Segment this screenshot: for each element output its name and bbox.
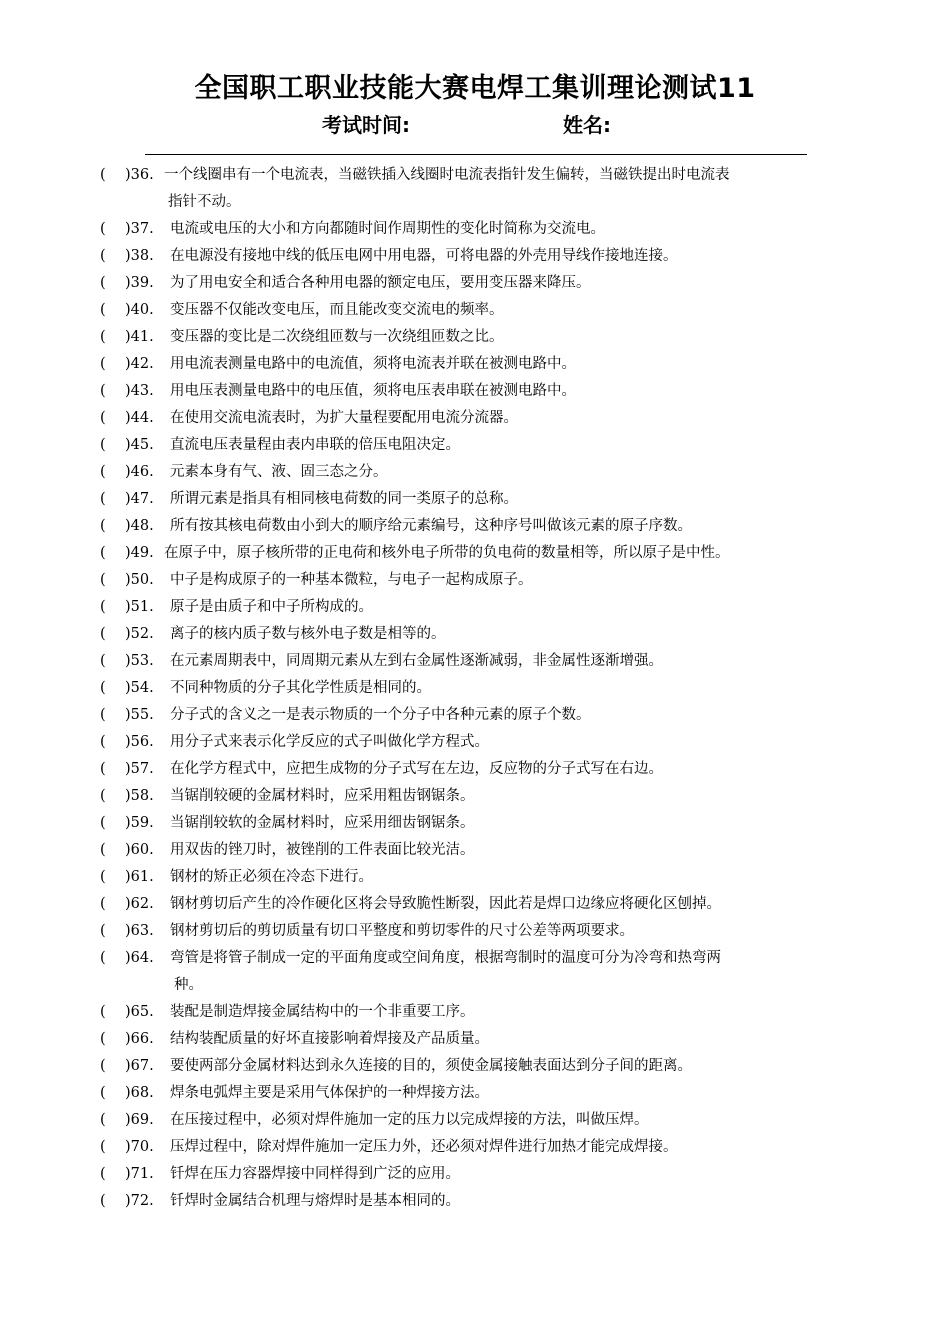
exam-time-label: 考试时间: (322, 113, 410, 137)
question-text (170, 945, 721, 999)
answer-bracket: ( (100, 329, 106, 345)
question-text (170, 567, 533, 594)
question-number: )62. (125, 896, 154, 912)
question-number: )68. (125, 1085, 154, 1101)
answer-bracket: ( (100, 707, 106, 723)
question-item (100, 918, 820, 945)
question-item (100, 297, 820, 324)
question-text-line: 在化学方程式中，应把生成物的分子式写在左边，反应物的分子式写在右边。 (170, 761, 663, 777)
question-text-line: 变压器不仅能改变电压，而且能改变交流电的频率。 (170, 302, 504, 318)
question-number: )51. (125, 599, 154, 615)
question-number: )63. (125, 923, 154, 939)
question-number: )67. (125, 1058, 154, 1074)
question-text-line: 用电压表测量电路中的电压值，须将电压表串联在被测电路中。 (170, 383, 576, 399)
question-item (100, 216, 820, 243)
question-item (100, 756, 820, 783)
question-number: )54. (125, 680, 154, 696)
question-item (100, 162, 820, 216)
header-divider (145, 154, 807, 155)
question-text-line: 离子的核内质子数与核外电子数是相等的。 (170, 626, 446, 642)
answer-bracket: ( (100, 383, 106, 399)
question-number: )52. (125, 626, 154, 642)
question-text-line: 用双齿的锉刀时，被锉削的工件表面比较光洁。 (170, 842, 475, 858)
question-text (170, 459, 388, 486)
question-number: )71. (125, 1166, 154, 1182)
question-text-line: 要使两部分金属材料达到永久连接的目的，须使金属接触表面达到分子间的距离。 (170, 1058, 692, 1074)
question-text (170, 837, 475, 864)
question-number: )69. (125, 1112, 154, 1128)
question-item (100, 243, 820, 270)
question-number: )45. (125, 437, 154, 453)
question-text-line: 所有按其核电荷数由小到大的顺序给元素编号，这种序号叫做该元素的原子序数。 (170, 518, 692, 534)
question-item (100, 432, 820, 459)
question-text-line: 分子式的含义之一是表示物质的一个分子中各种元素的原子个数。 (170, 707, 591, 723)
question-text-line: 在使用交流电流表时，为扩大量程要配用电流分流器。 (170, 410, 518, 426)
answer-bracket: ( (100, 1166, 106, 1182)
question-text-line: 电流或电压的大小和方向都随时间作周期性的变化时简称为交流电。 (170, 221, 605, 237)
answer-bracket: ( (100, 221, 106, 237)
question-text-line: 在元素周期表中，同周期元素从左到右金属性逐渐减弱，非金属性逐渐增强。 (170, 653, 663, 669)
question-number: )56. (125, 734, 154, 750)
question-number: )40. (125, 302, 154, 318)
question-text-line: 钢材剪切后产生的冷作硬化区将会导致脆性断裂，因此若是焊口边缘应将硬化区刨掉。 (170, 896, 721, 912)
question-item (100, 729, 820, 756)
answer-bracket: ( (100, 275, 106, 291)
question-text (170, 324, 504, 351)
answer-bracket: ( (100, 1112, 106, 1128)
question-item (100, 1134, 820, 1161)
question-text (170, 756, 663, 783)
answer-bracket: ( (100, 1085, 106, 1101)
answer-bracket: ( (100, 815, 106, 831)
question-item (100, 1080, 820, 1107)
answer-bracket: ( (100, 302, 106, 318)
question-number: )58. (125, 788, 154, 804)
answer-bracket: ( (100, 1058, 106, 1074)
question-number: )41. (125, 329, 154, 345)
answer-bracket: ( (100, 653, 106, 669)
answer-bracket: ( (100, 491, 106, 507)
question-number: )49. (125, 545, 154, 561)
question-text-line: 钎焊时金属结合机理与熔焊时是基本相同的。 (170, 1193, 460, 1209)
question-text-line: 不同种物质的分子其化学性质是相同的。 (170, 680, 431, 696)
question-text-line: 一个线圈串有一个电流表，当磁铁插入线圈时电流表指针发生偏转，当磁铁提出时电流表 (164, 167, 730, 183)
question-number: )53. (125, 653, 154, 669)
question-text (164, 540, 730, 567)
question-number: )72. (125, 1193, 154, 1209)
question-item (100, 783, 820, 810)
question-text (170, 1026, 489, 1053)
question-text (170, 999, 475, 1026)
question-number: )44. (125, 410, 154, 426)
question-text-line: 在原子中，原子核所带的正电荷和核外电子所带的负电荷的数量相等，所以原子是中性。 (164, 545, 730, 561)
question-text (170, 243, 678, 270)
question-item (100, 999, 820, 1026)
question-number: )50. (125, 572, 154, 588)
question-text (170, 297, 504, 324)
question-text-line: 结构装配质量的好坏直接影响着焊接及产品质量。 (170, 1031, 489, 1047)
question-text (170, 486, 518, 513)
question-text-line: 直流电压表量程由表内串联的倍压电阻决定。 (170, 437, 460, 453)
question-number: )38. (125, 248, 154, 264)
question-number: )39. (125, 275, 154, 291)
question-text-line: 为了用电安全和适合各种用电器的额定电压，要用变压器来降压。 (170, 275, 591, 291)
question-text (164, 162, 730, 216)
answer-bracket: ( (100, 842, 106, 858)
question-text-continuation: 种。 (174, 977, 203, 993)
question-text-line: 原子是由质子和中子所构成的。 (170, 599, 373, 615)
question-number: )61. (125, 869, 154, 885)
question-number: )46. (125, 464, 154, 480)
question-list (100, 162, 820, 1215)
question-text-line: 弯管是将管子制成一定的平面角度或空间角度，根据弯制时的温度可分为冷弯和热弯两 (170, 950, 721, 966)
question-item (100, 513, 820, 540)
question-item (100, 810, 820, 837)
question-text (170, 675, 431, 702)
answer-bracket: ( (100, 1139, 106, 1155)
question-text (170, 1053, 692, 1080)
answer-bracket: ( (100, 167, 106, 183)
question-item (100, 1107, 820, 1134)
question-number: )57. (125, 761, 154, 777)
question-text (170, 1161, 460, 1188)
answer-bracket: ( (100, 545, 106, 561)
question-text (170, 594, 373, 621)
question-text (170, 783, 475, 810)
question-item (100, 1053, 820, 1080)
question-text (170, 270, 591, 297)
question-text (170, 891, 721, 918)
question-text-line: 变压器的变比是二次绕组匝数与一次绕组匝数之比。 (170, 329, 504, 345)
question-text (170, 405, 518, 432)
question-text-line: 装配是制造焊接金属结构中的一个非重要工序。 (170, 1004, 475, 1020)
question-text-line: 所谓元素是指具有相同核电荷数的同一类原子的总称。 (170, 491, 518, 507)
question-text (170, 729, 489, 756)
question-text-line: 钢材的矫正必须在冷态下进行。 (170, 869, 373, 885)
question-text (170, 351, 576, 378)
name-label: 姓名: (563, 113, 611, 137)
page-title: 全国职工职业技能大赛电焊工集训理论测试11 (194, 73, 756, 104)
question-item (100, 459, 820, 486)
question-item (100, 324, 820, 351)
answer-bracket: ( (100, 896, 106, 912)
answer-bracket: ( (100, 1193, 106, 1209)
answer-bracket: ( (100, 950, 106, 966)
question-text-continuation: 指针不动。 (168, 194, 241, 210)
answer-bracket: ( (100, 464, 106, 480)
question-text (170, 1188, 460, 1215)
question-text (170, 513, 692, 540)
question-item (100, 1026, 820, 1053)
answer-bracket: ( (100, 734, 106, 750)
question-text-line: 在电源没有接地中线的低压电网中用电器，可将电器的外壳用导线作接地连接。 (170, 248, 678, 264)
question-item (100, 540, 820, 567)
question-number: )36. (125, 167, 154, 183)
question-item (100, 837, 820, 864)
answer-bracket: ( (100, 869, 106, 885)
question-text-line: 用电流表测量电路中的电流值，须将电流表并联在被测电路中。 (170, 356, 576, 372)
question-text-line: 当锯削较硬的金属材料时，应采用粗齿钢锯条。 (170, 788, 475, 804)
answer-bracket: ( (100, 680, 106, 696)
answer-bracket: ( (100, 572, 106, 588)
question-text-line: 钎焊在压力容器焊接中同样得到广泛的应用。 (170, 1166, 460, 1182)
answer-bracket: ( (100, 1031, 106, 1047)
question-text-line: 钢材剪切后的剪切质量有切口平整度和剪切零件的尺寸公差等两项要求。 (170, 923, 634, 939)
question-item (100, 702, 820, 729)
question-text-line: 压焊过程中，除对焊件施加一定压力外，还必须对焊件进行加热才能完成焊接。 (170, 1139, 678, 1155)
answer-bracket: ( (100, 923, 106, 939)
question-text (170, 378, 576, 405)
question-item (100, 351, 820, 378)
question-item (100, 945, 820, 999)
question-item (100, 378, 820, 405)
question-number: )43. (125, 383, 154, 399)
question-item (100, 486, 820, 513)
question-text (170, 864, 373, 891)
question-number: )48. (125, 518, 154, 534)
question-text-line: 用分子式来表示化学反应的式子叫做化学方程式。 (170, 734, 489, 750)
question-number: )64. (125, 950, 154, 966)
question-item (100, 675, 820, 702)
answer-bracket: ( (100, 599, 106, 615)
answer-bracket: ( (100, 761, 106, 777)
question-number: )60. (125, 842, 154, 858)
answer-bracket: ( (100, 410, 106, 426)
question-item (100, 405, 820, 432)
answer-bracket: ( (100, 437, 106, 453)
question-text (170, 702, 591, 729)
question-number: )42. (125, 356, 154, 372)
answer-bracket: ( (100, 788, 106, 804)
question-item (100, 621, 820, 648)
question-item (100, 864, 820, 891)
question-text-line: 当锯削较软的金属材料时，应采用细齿钢锯条。 (170, 815, 475, 831)
question-text-line: 中子是构成原子的一种基本微粒，与电子一起构成原子。 (170, 572, 533, 588)
question-number: )65. (125, 1004, 154, 1020)
answer-bracket: ( (100, 518, 106, 534)
question-number: )66. (125, 1031, 154, 1047)
answer-bracket: ( (100, 626, 106, 642)
question-number: )47. (125, 491, 154, 507)
question-item (100, 891, 820, 918)
question-text (170, 1107, 649, 1134)
question-number: )59. (125, 815, 154, 831)
question-text (170, 810, 475, 837)
question-item (100, 1188, 820, 1215)
question-text-line: 元素本身有气、液、固三态之分。 (170, 464, 388, 480)
answer-bracket: ( (100, 1004, 106, 1020)
question-number: )70. (125, 1139, 154, 1155)
question-text (170, 1080, 489, 1107)
question-text (170, 216, 605, 243)
answer-bracket: ( (100, 248, 106, 264)
question-item (100, 270, 820, 297)
question-item (100, 567, 820, 594)
question-number: )55. (125, 707, 154, 723)
question-text (170, 648, 663, 675)
question-item (100, 594, 820, 621)
answer-bracket: ( (100, 356, 106, 372)
question-number: )37. (125, 221, 154, 237)
question-text (170, 918, 634, 945)
question-text (170, 621, 446, 648)
question-item (100, 648, 820, 675)
question-item (100, 1161, 820, 1188)
question-text-line: 焊条电弧焊主要是采用气体保护的一种焊接方法。 (170, 1085, 489, 1101)
question-text-line: 在压接过程中，必须对焊件施加一定的压力以完成焊接的方法，叫做压焊。 (170, 1112, 649, 1128)
question-text (170, 1134, 678, 1161)
question-text (170, 432, 460, 459)
